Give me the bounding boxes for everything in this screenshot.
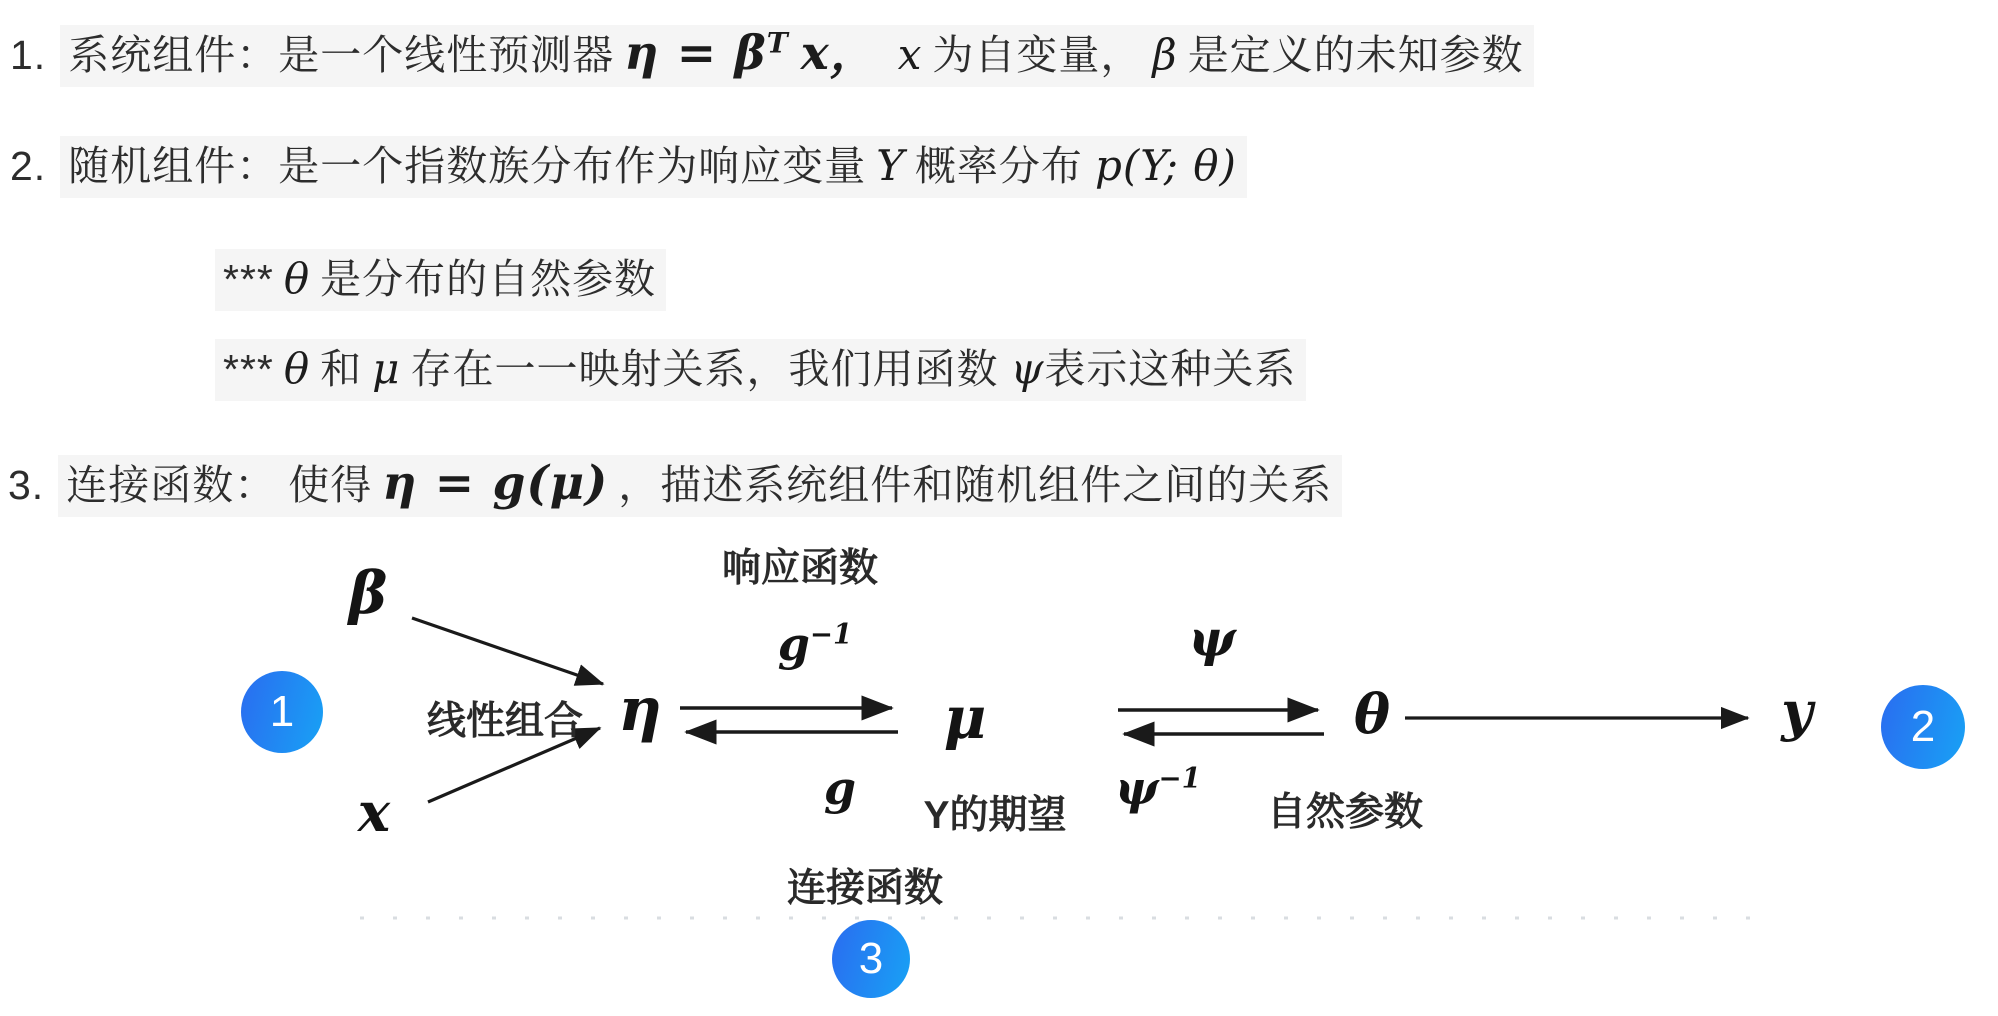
label-g: g — [823, 761, 857, 815]
diagram-arrows — [0, 520, 1998, 1016]
sub2-text2: 存在一一映射关系，我们用函数 — [410, 346, 999, 392]
annotation-badge-2: 2 — [1881, 685, 1965, 769]
node-beta: β — [348, 559, 388, 627]
node-y: y — [1781, 679, 1813, 743]
label-psi-inverse: $\psi^{-1}$ — [1115, 761, 1201, 815]
line1-text3: 是定义的未知参数 — [1187, 32, 1524, 78]
note-line-2-text — [215, 339, 1306, 401]
line2-text2: 概率分布 — [914, 143, 1083, 189]
line2-text: 随机组件：是一个指数族分布作为响应变量 — [68, 143, 867, 189]
list-item-3-text — [58, 455, 1342, 517]
note-line-1-text — [215, 249, 666, 311]
label-link-function: 连接函数 — [786, 867, 944, 910]
node-x: x — [357, 780, 391, 844]
var-theta: θ — [283, 254, 311, 303]
sub2-text3: 表示这种关系 — [1044, 346, 1297, 392]
list-item-3 — [8, 452, 1342, 511]
label-psi: ψ — [1188, 608, 1236, 668]
line3-label: 连接函数： — [66, 462, 277, 508]
node-mu: μ — [943, 684, 987, 752]
label-response-function: 响应函数 — [721, 547, 879, 590]
formula-linear-predictor: $\eta = \beta^T$ x， — [624, 26, 878, 81]
var-Y: Y — [876, 141, 905, 190]
var-mu: μ — [372, 344, 401, 393]
line3-text: 使得 — [288, 462, 373, 508]
sub1-text: 是分布的自然参数 — [320, 256, 657, 302]
note-line-mapping — [215, 336, 1306, 395]
line3-text2: ，描述系统组件和随机组件之间的关系 — [618, 462, 1333, 508]
glm-flow-diagram — [0, 520, 1998, 1016]
list-item-2-text — [60, 136, 1247, 198]
list-marker-1: 1. — [10, 32, 47, 78]
formula-link: η = g(μ) — [382, 456, 609, 511]
sub2-text1: 和 — [320, 346, 363, 392]
arrow-beta-to-eta — [412, 618, 603, 684]
line1-text2: 为自变量， — [932, 32, 1143, 78]
annotation-badge-1: 1 — [241, 671, 323, 753]
line1-text: 系统组件：是一个线性预测器 — [68, 32, 615, 78]
label-g-inverse: $g^{-1}$ — [777, 617, 853, 671]
stars-1: *** — [223, 256, 274, 302]
list-item-2 — [10, 133, 1247, 192]
label-natural-parameter: 自然参数 — [1266, 791, 1424, 834]
label-y-expectation: Y的期望 — [923, 794, 1067, 837]
formula-probability: p(Y; θ) — [1094, 141, 1237, 190]
list-item-1 — [10, 16, 1534, 83]
label-linear-combination: 线性组合 — [426, 700, 584, 743]
note-line-natural-param — [215, 246, 666, 305]
var-x: x — [897, 30, 923, 79]
var-theta-2: θ — [283, 344, 311, 393]
list-marker-2: 2. — [10, 143, 47, 189]
var-beta: β — [1152, 30, 1178, 79]
stars-2: *** — [223, 346, 274, 392]
list-marker-3: 3. — [8, 462, 45, 508]
list-item-1-text — [60, 25, 1533, 87]
annotation-badge-3: 3 — [832, 920, 910, 998]
node-eta: η — [618, 675, 662, 745]
node-theta: θ — [1353, 682, 1391, 746]
var-psi: ψ — [1010, 344, 1045, 393]
